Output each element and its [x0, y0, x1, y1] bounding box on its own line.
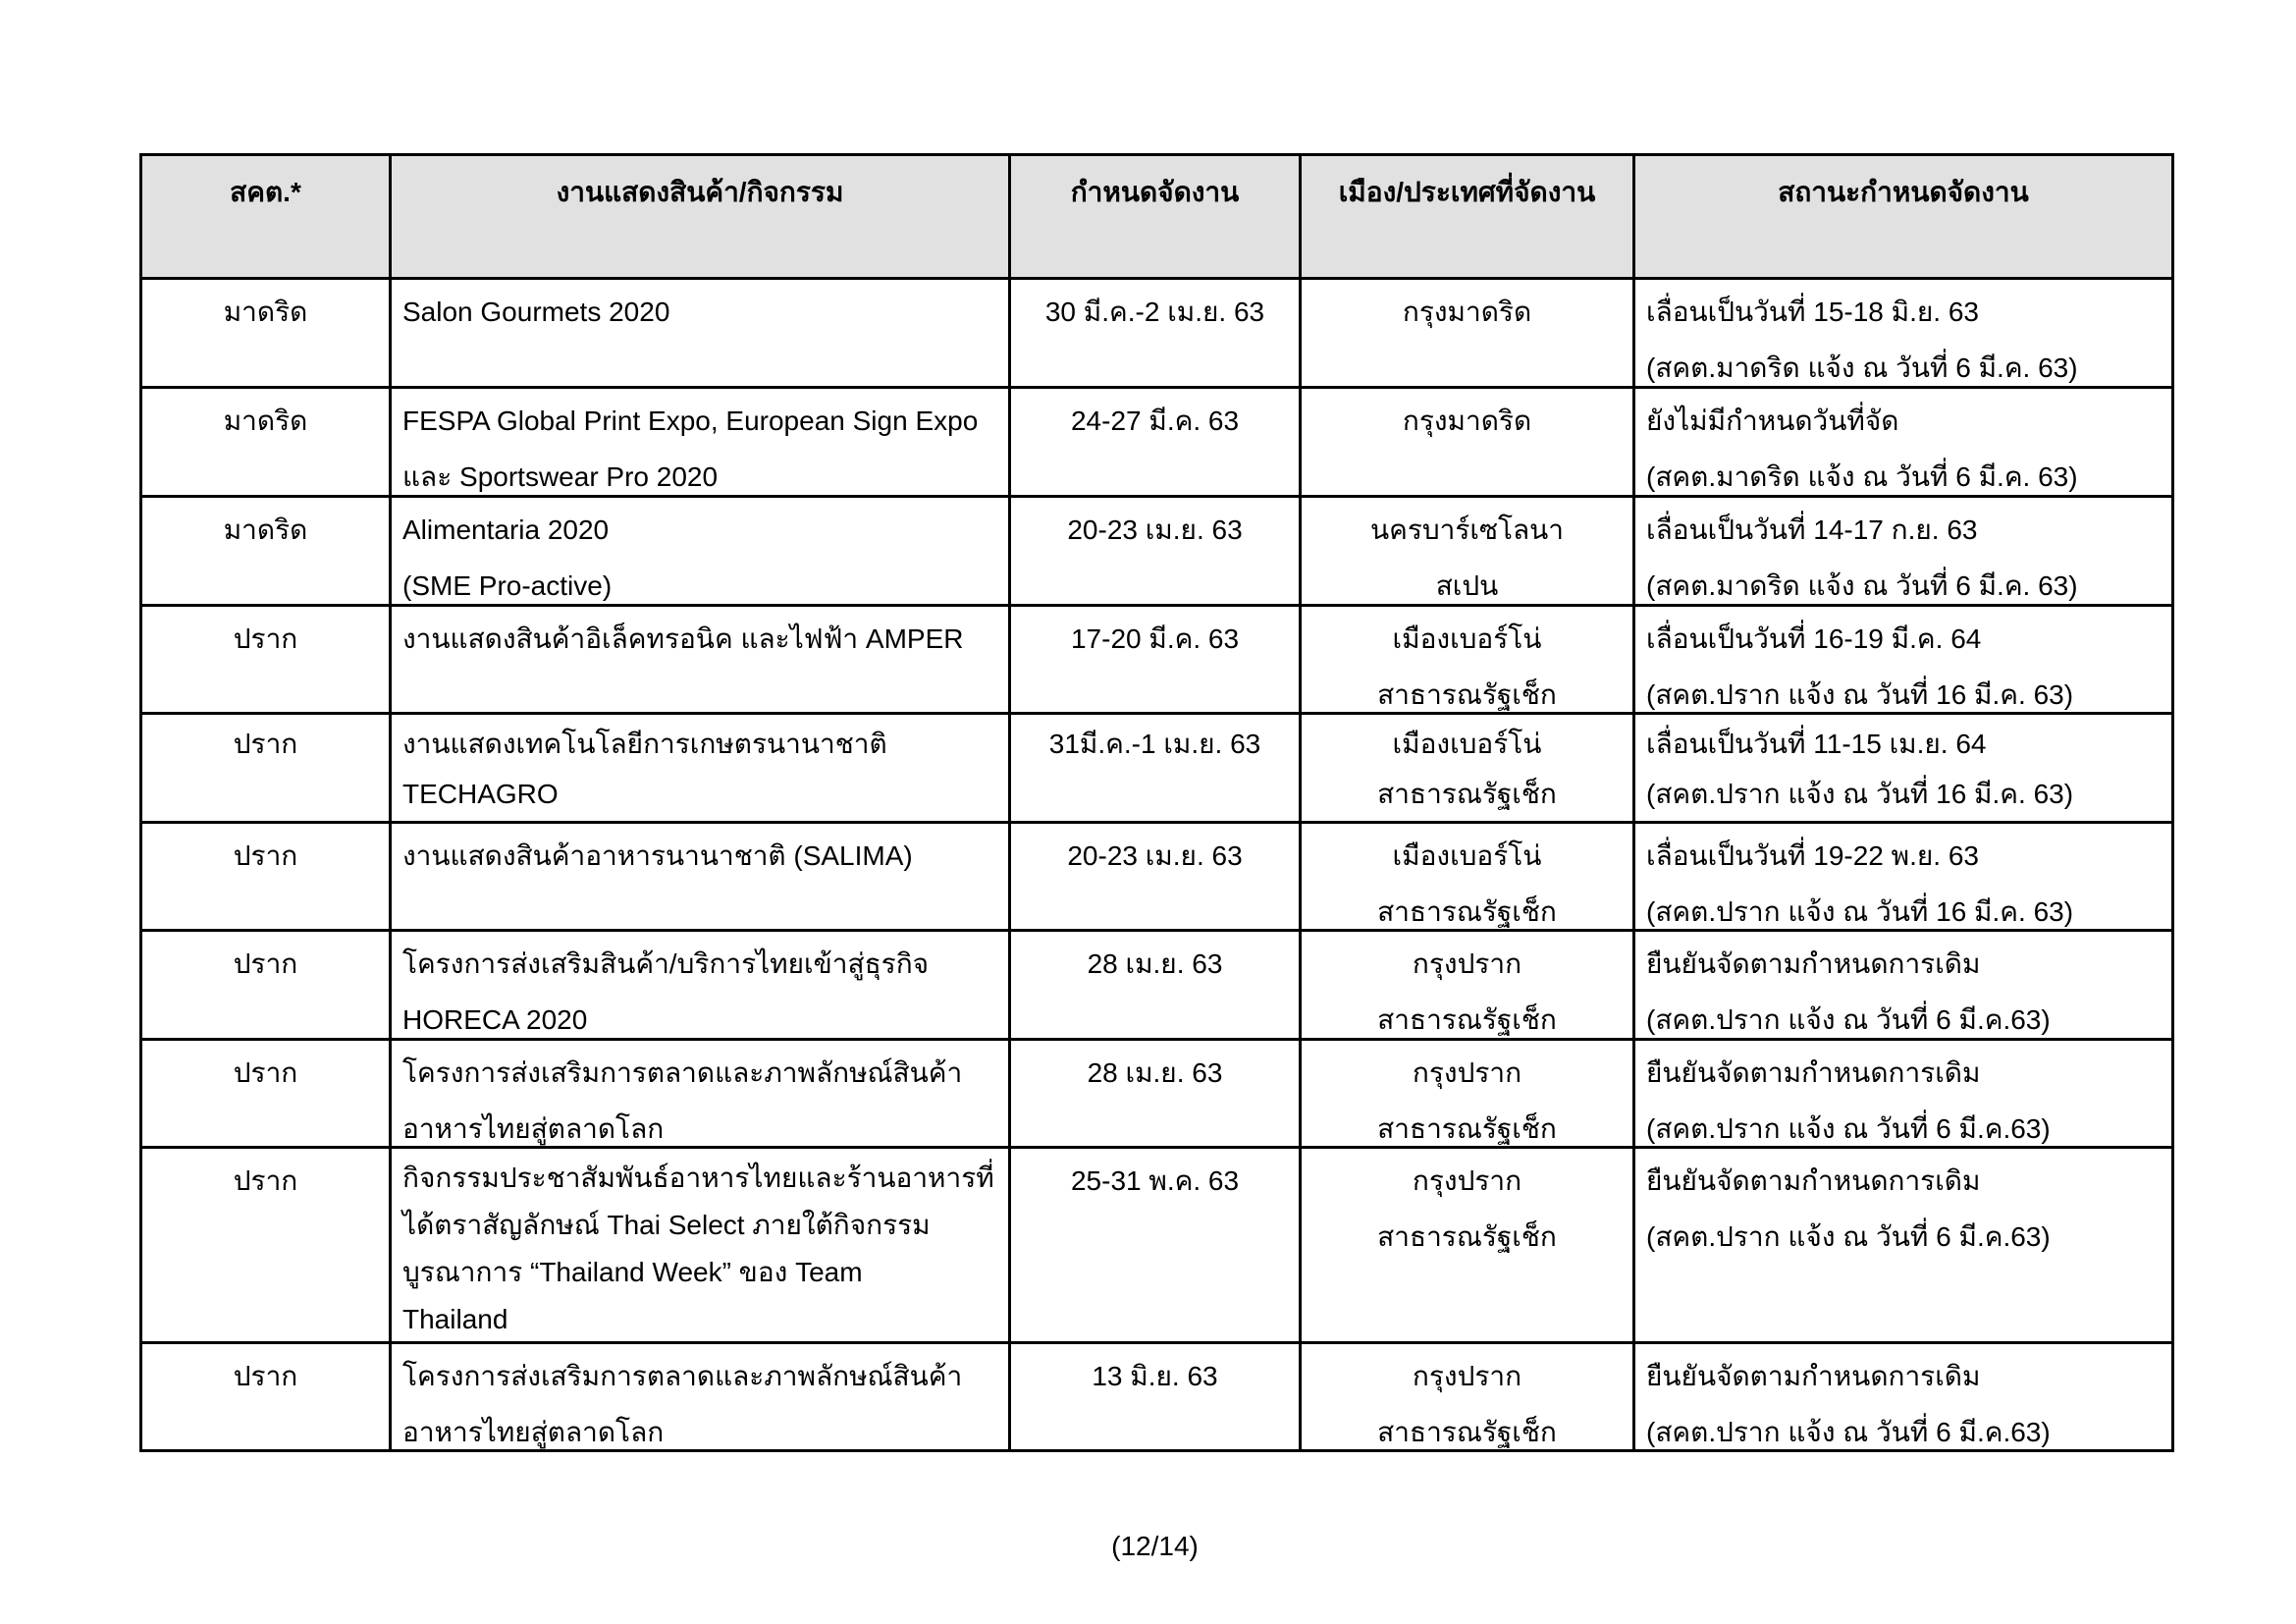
- status-cell: [1635, 932, 2174, 1041]
- date-cell: [1011, 1149, 1302, 1344]
- event-line: บูรณาการ “Thailand Week” ของ Team: [402, 1257, 863, 1287]
- event-cell: [392, 824, 1011, 932]
- location-cell: [1302, 389, 1635, 498]
- location-line: นครบาร์เซโลนา: [1369, 514, 1565, 545]
- status-note: (สคต.มาดริด แจ้ง ณ วันที่ 6 มี.ค. 63): [1646, 570, 2078, 601]
- office-cell: [142, 824, 392, 932]
- header-office-label: สคต.*: [230, 177, 301, 207]
- status-cell: [1635, 824, 2174, 932]
- office-name: ปราก: [233, 1165, 298, 1196]
- events-table: [139, 153, 2174, 1452]
- status-cell: [1635, 280, 2174, 389]
- status-line: ยังไม่มีกำหนดวันที่จัด: [1646, 406, 1899, 436]
- office-name: ปราก: [233, 840, 298, 871]
- status-note: (สคต.ปราก แจ้ง ณ วันที่ 16 มี.ค. 63): [1646, 679, 2074, 710]
- event-line: Salon Gourmets 2020: [402, 297, 670, 327]
- status-line: เลื่อนเป็นวันที่ 19-22 พ.ย. 63: [1646, 840, 1980, 871]
- office-name: ปราก: [233, 948, 298, 979]
- header-location-label: เมือง/ประเทศที่จัดงาน: [1338, 177, 1596, 207]
- header-dates-label: กำหนดจัดงาน: [1070, 177, 1240, 207]
- status-note: (สคต.ปราก แจ้ง ณ วันที่ 16 มี.ค. 63): [1646, 896, 2074, 927]
- status-line: ยืนยันจัดตามกำหนดการเดิม: [1646, 1165, 1981, 1196]
- office-name: ปราก: [233, 729, 298, 759]
- status-note: (สคต.ปราก แจ้ง ณ วันที่ 6 มี.ค.63): [1646, 1004, 2051, 1035]
- location-line: สาธารณรัฐเช็ก: [1377, 896, 1557, 927]
- office-name: มาดริด: [223, 406, 308, 436]
- status-line: ยืนยันจัดตามกำหนดการเดิม: [1646, 1361, 1981, 1391]
- status-cell: [1635, 607, 2174, 715]
- location-line: สาธารณรัฐเช็ก: [1377, 1004, 1557, 1035]
- location-line: สาธารณรัฐเช็ก: [1377, 1113, 1557, 1144]
- location-line: สเปน: [1435, 570, 1499, 601]
- location-line: สาธารณรัฐเช็ก: [1377, 679, 1557, 710]
- header-location: [1302, 156, 1635, 280]
- status-line: เลื่อนเป็นวันที่ 16-19 มี.ค. 64: [1646, 623, 1982, 654]
- event-line: โครงการส่งเสริมการตลาดและภาพลักษณ์สินค้า: [402, 1057, 963, 1088]
- date-cell: [1011, 1344, 1302, 1452]
- header-event: [392, 156, 1011, 280]
- office-cell: [142, 1344, 392, 1452]
- header-status: [1635, 156, 2174, 280]
- office-cell: [142, 498, 392, 607]
- location-cell: [1302, 1041, 1635, 1149]
- event-cell: [392, 1041, 1011, 1149]
- event-line: TECHAGRO: [402, 779, 559, 809]
- date-cell: [1011, 932, 1302, 1041]
- location-cell: [1302, 607, 1635, 715]
- date-cell: [1011, 715, 1302, 824]
- event-dates: 25-31 พ.ค. 63: [1070, 1165, 1240, 1196]
- event-line: FESPA Global Print Expo, European Sign Expo: [402, 406, 979, 436]
- event-line: งานแสดงสินค้าอาหารนานาชาติ (SALIMA): [402, 840, 913, 871]
- office-cell: [142, 932, 392, 1041]
- event-dates: 20-23 เม.ย. 63: [1067, 840, 1243, 871]
- status-note: (สคต.ปราก แจ้ง ณ วันที่ 6 มี.ค.63): [1646, 1113, 2051, 1144]
- event-cell: [392, 715, 1011, 824]
- office-name: ปราก: [233, 1057, 298, 1088]
- location-line: เมืองเบอร์โน่: [1392, 729, 1542, 759]
- location-line: กรุงมาดริด: [1402, 406, 1532, 436]
- event-line: (SME Pro-active): [402, 570, 613, 601]
- location-line: เมืองเบอร์โน่: [1392, 840, 1542, 871]
- header-office: [142, 156, 392, 280]
- event-dates: 24-27 มี.ค. 63: [1070, 406, 1240, 436]
- office-cell: [142, 607, 392, 715]
- location-line: สาธารณรัฐเช็ก: [1377, 1417, 1557, 1447]
- location-cell: [1302, 824, 1635, 932]
- office-cell: [142, 280, 392, 389]
- date-cell: [1011, 389, 1302, 498]
- office-cell: [142, 389, 392, 498]
- location-line: กรุงมาดริด: [1402, 297, 1532, 327]
- event-cell: [392, 1344, 1011, 1452]
- office-cell: [142, 715, 392, 824]
- header-status-label: สถานะกำหนดจัดงาน: [1778, 177, 2029, 207]
- status-cell: [1635, 1041, 2174, 1149]
- event-cell: [392, 389, 1011, 498]
- location-cell: [1302, 715, 1635, 824]
- status-note: (สคต.มาดริด แจ้ง ณ วันที่ 6 มี.ค. 63): [1646, 352, 2078, 383]
- event-line: โครงการส่งเสริมสินค้า/บริการไทยเข้าสู่ธุรกิจ: [402, 948, 930, 979]
- event-line: งานแสดงเทคโนโลยีการเกษตรนานาชาติ: [402, 729, 887, 759]
- header-dates: [1011, 156, 1302, 280]
- event-line: อาหารไทยสู่ตลาดโลก: [402, 1417, 665, 1447]
- date-cell: [1011, 498, 1302, 607]
- location-cell: [1302, 1149, 1635, 1344]
- event-line: Alimentaria 2020: [402, 514, 610, 545]
- location-cell: [1302, 498, 1635, 607]
- event-dates: 13 มิ.ย. 63: [1092, 1361, 1218, 1391]
- header-event-label: งานแสดงสินค้า/กิจกรรม: [556, 177, 844, 207]
- date-cell: [1011, 1041, 1302, 1149]
- location-line: กรุงปราก: [1412, 1057, 1522, 1088]
- event-dates: 28 เม.ย. 63: [1087, 1057, 1223, 1088]
- status-note: (สคต.ปราก แจ้ง ณ วันที่ 6 มี.ค.63): [1646, 1221, 2051, 1252]
- event-dates: 20-23 เม.ย. 63: [1067, 514, 1243, 545]
- event-line: โครงการส่งเสริมการตลาดและภาพลักษณ์สินค้า: [402, 1361, 963, 1391]
- location-line: กรุงปราก: [1412, 1361, 1522, 1391]
- date-cell: [1011, 607, 1302, 715]
- date-cell: [1011, 824, 1302, 932]
- event-line: และ Sportswear Pro 2020: [402, 461, 719, 492]
- office-name: มาดริด: [223, 297, 308, 327]
- status-line: เลื่อนเป็นวันที่ 14-17 ก.ย. 63: [1646, 514, 1978, 545]
- status-note: (สคต.มาดริด แจ้ง ณ วันที่ 6 มี.ค. 63): [1646, 461, 2078, 492]
- location-cell: [1302, 280, 1635, 389]
- status-line: เลื่อนเป็นวันที่ 15-18 มิ.ย. 63: [1646, 297, 1980, 327]
- status-cell: [1635, 389, 2174, 498]
- status-note: (สคต.ปราก แจ้ง ณ วันที่ 16 มี.ค. 63): [1646, 779, 2074, 809]
- office-name: ปราก: [233, 623, 298, 654]
- event-dates: 31มี.ค.-1 เม.ย. 63: [1048, 729, 1261, 759]
- location-line: กรุงปราก: [1412, 1165, 1522, 1196]
- event-cell: [392, 498, 1011, 607]
- location-cell: [1302, 1344, 1635, 1452]
- event-dates: 30 มี.ค.-2 เม.ย. 63: [1044, 297, 1265, 327]
- event-dates: 28 เม.ย. 63: [1087, 948, 1223, 979]
- location-line: กรุงปราก: [1412, 948, 1522, 979]
- status-cell: [1635, 1344, 2174, 1452]
- event-cell: [392, 280, 1011, 389]
- status-cell: [1635, 715, 2174, 824]
- location-line: เมืองเบอร์โน่: [1392, 623, 1542, 654]
- location-cell: [1302, 932, 1635, 1041]
- office-name: ปราก: [233, 1361, 298, 1391]
- status-note: (สคต.ปราก แจ้ง ณ วันที่ 6 มี.ค.63): [1646, 1417, 2051, 1447]
- event-cell: [392, 1149, 1011, 1344]
- page-number: (12/14): [1111, 1531, 1199, 1561]
- status-cell: [1635, 498, 2174, 607]
- event-cell: [392, 607, 1011, 715]
- event-line: ได้ตราสัญลักษณ์ Thai Select ภายใต้กิจกรรม: [402, 1210, 931, 1240]
- event-line: อาหารไทยสู่ตลาดโลก: [402, 1113, 665, 1144]
- location-line: สาธารณรัฐเช็ก: [1377, 1221, 1557, 1252]
- event-line: Thailand: [402, 1304, 508, 1334]
- status-line: เลื่อนเป็นวันที่ 11-15 เม.ย. 64: [1646, 729, 1987, 759]
- event-dates: 17-20 มี.ค. 63: [1070, 623, 1240, 654]
- office-cell: [142, 1149, 392, 1344]
- status-line: ยืนยันจัดตามกำหนดการเดิม: [1646, 1057, 1981, 1088]
- status-line: ยืนยันจัดตามกำหนดการเดิม: [1646, 948, 1981, 979]
- office-cell: [142, 1041, 392, 1149]
- location-line: สาธารณรัฐเช็ก: [1377, 779, 1557, 809]
- status-cell: [1635, 1149, 2174, 1344]
- event-line: งานแสดงสินค้าอิเล็คทรอนิค และไฟฟ้า AMPER: [402, 623, 964, 654]
- office-name: มาดริด: [223, 514, 308, 545]
- event-line: HORECA 2020: [402, 1004, 588, 1035]
- date-cell: [1011, 280, 1302, 389]
- event-line: กิจกรรมประชาสัมพันธ์อาหารไทยและร้านอาหารที่: [402, 1163, 994, 1193]
- event-cell: [392, 932, 1011, 1041]
